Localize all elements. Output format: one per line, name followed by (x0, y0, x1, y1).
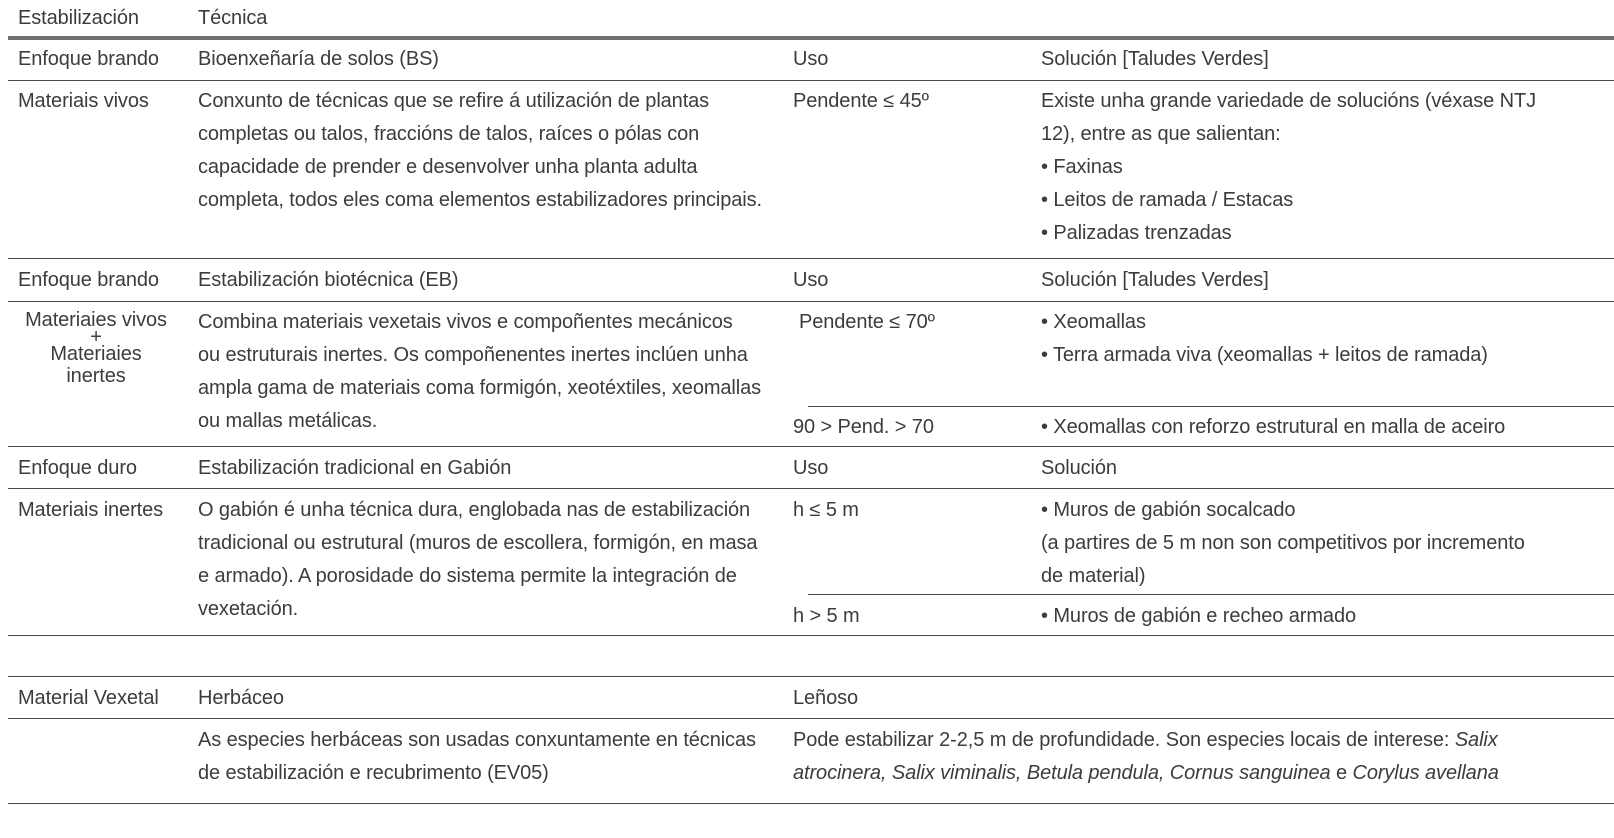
s2-use-b: 90 > Pend. > 70 (793, 416, 934, 438)
s1-bottom-rule (8, 258, 1614, 259)
veg-top-rule (8, 676, 1614, 677)
s3-desc-line: O gabión é unha técnica dura, englobada nas de estabilización (198, 499, 751, 521)
s3-inner-rule (808, 594, 1614, 595)
s3-material: Materiais inertes (18, 499, 164, 521)
s1-solution-label: Solución [Taludes Verdes] (1041, 48, 1269, 70)
s1-solution-line: 12), entre as que salientan: (1041, 123, 1281, 145)
s2-use-a: Pendente ≤ 70º (799, 311, 935, 333)
s2-material-1: Materiaies vivos (25, 309, 167, 331)
veg-subrule (8, 718, 1614, 719)
header-rule (8, 36, 1614, 40)
s1-use-label: Uso (793, 48, 829, 70)
s3-technique: Estabilización tradicional en Gabión (198, 457, 512, 479)
s3-desc-line: e armado). A porosidade do sistema permite la integración de (198, 565, 737, 587)
veg-woody-italic-2b: Corylus avellana (1352, 762, 1499, 784)
s2-inner-rule (808, 406, 1614, 407)
s2-material (18, 309, 174, 387)
s1-desc-line: capacidade de prender e desenvolver unha planta adulta (198, 156, 698, 178)
s1-solution (1041, 85, 1536, 250)
veg-woody-plain-1: Pode estabilizar 2-2,5 m de profundidade. Son especies locais de interese: (793, 729, 1455, 751)
veg-woody-text (793, 724, 1499, 790)
s2-solution-label: Solución [Taludes Verdes] (1041, 269, 1269, 291)
veg-herb-title: Herbáceo (198, 687, 284, 709)
veg-herb-line: de estabilización e recubrimento (EV05) (198, 762, 549, 784)
veg-woody-line-2 (793, 757, 1499, 790)
header-col-tecnica: Técnica (198, 7, 268, 29)
s3-desc-line: vexetación. (198, 598, 299, 620)
s3-approach: Enfoque duro (18, 457, 137, 479)
s2-subrule (8, 301, 1614, 302)
s1-technique: Bioenxeñaría de solos (BS) (198, 48, 439, 70)
s3-solution-a (1041, 494, 1525, 593)
s2-solution-a (1041, 306, 1488, 372)
s2-desc-line: ampla gama de materiais coma formigón, xeotéxtiles, xeomallas (198, 377, 762, 399)
s1-solution-line: • Faxinas (1041, 156, 1123, 178)
s1-desc-line: completa, todos eles coma elementos estabilizadores principais. (198, 189, 762, 211)
s3-use-label: Uso (793, 457, 829, 479)
s2-technique: Estabilización biotécnica (EB) (198, 269, 459, 291)
s2-bottom-rule (8, 446, 1614, 447)
s3-use-a: h ≤ 5 m (793, 499, 859, 521)
s3-description (198, 494, 757, 626)
s3-bottom-rule (8, 635, 1614, 636)
veg-woody-title: Leñoso (793, 687, 859, 709)
veg-woody-line-1 (793, 724, 1499, 757)
s1-material: Materiais vivos (18, 90, 149, 112)
s1-approach: Enfoque brando (18, 48, 159, 70)
s1-desc-line: completas ou talos, fraccións de talos, raíces o pólas con (198, 123, 700, 145)
veg-label: Material Vexetal (18, 687, 159, 709)
header-col-estabilizacion: Estabilización (18, 7, 139, 29)
s3-solution-b: • Muros de gabión e recheo armado (1041, 605, 1357, 627)
s2-desc-line: Combina materiais vexetais vivos e compoñentes mecánicos (198, 311, 733, 333)
s3-subrule (8, 488, 1614, 489)
s1-use: Pendente ≤ 45º (793, 90, 929, 112)
s3-use-b: h > 5 m (793, 605, 860, 627)
s3-desc-line: tradicional ou estrutural (muros de escollera, formigón, en masa (198, 532, 758, 554)
s2-desc-line: ou estruturais inertes. Os compoñenentes inertes inclúen unha (198, 344, 748, 366)
veg-herb-line: As especies herbáceas son usadas conxuntamente en técnicas (198, 729, 756, 751)
s2-solution-a-line: • Xeomallas (1041, 311, 1146, 333)
s1-desc-line: Conxunto de técnicas que se refire á utilización de plantas (198, 90, 710, 112)
s3-solution-label: Solución (1041, 457, 1117, 479)
s2-approach: Enfoque brando (18, 269, 159, 291)
s3-solution-a-line: • Muros de gabión socalcado (1041, 499, 1296, 521)
s2-use-label: Uso (793, 269, 829, 291)
veg-woody-plain-2: e (1330, 762, 1353, 784)
s3-solution-a-line: (a partires de 5 m non son competitivos por incremento (1041, 532, 1525, 554)
s2-material-plus: + (90, 326, 102, 348)
s1-solution-line: • Palizadas trenzadas (1041, 222, 1232, 244)
s1-subrule (8, 80, 1614, 81)
s3-solution-a-line: de material) (1041, 565, 1146, 587)
s1-description (198, 85, 762, 217)
veg-bottom-rule (8, 803, 1614, 804)
s2-solution-b: • Xeomallas con reforzo estrutural en malla de aceiro (1041, 416, 1506, 438)
s2-solution-a-line: • Terra armada viva (xeomallas + leitos de ramada) (1041, 344, 1488, 366)
s1-solution-line: Existe unha grande variedade de solucións (véxase NTJ (1041, 90, 1536, 112)
veg-woody-italic-1: Salix (1454, 729, 1498, 751)
s2-desc-line: ou mallas metálicas. (198, 410, 378, 432)
s2-description (198, 306, 761, 438)
s1-solution-line: • Leitos de ramada / Estacas (1041, 189, 1294, 211)
veg-herb-text (198, 724, 756, 790)
s2-material-2: Materiaies inertes (50, 343, 142, 387)
veg-woody-italic-2a: atrocinera, Salix viminalis, Betula pendula, Cornus sanguinea (793, 762, 1331, 784)
